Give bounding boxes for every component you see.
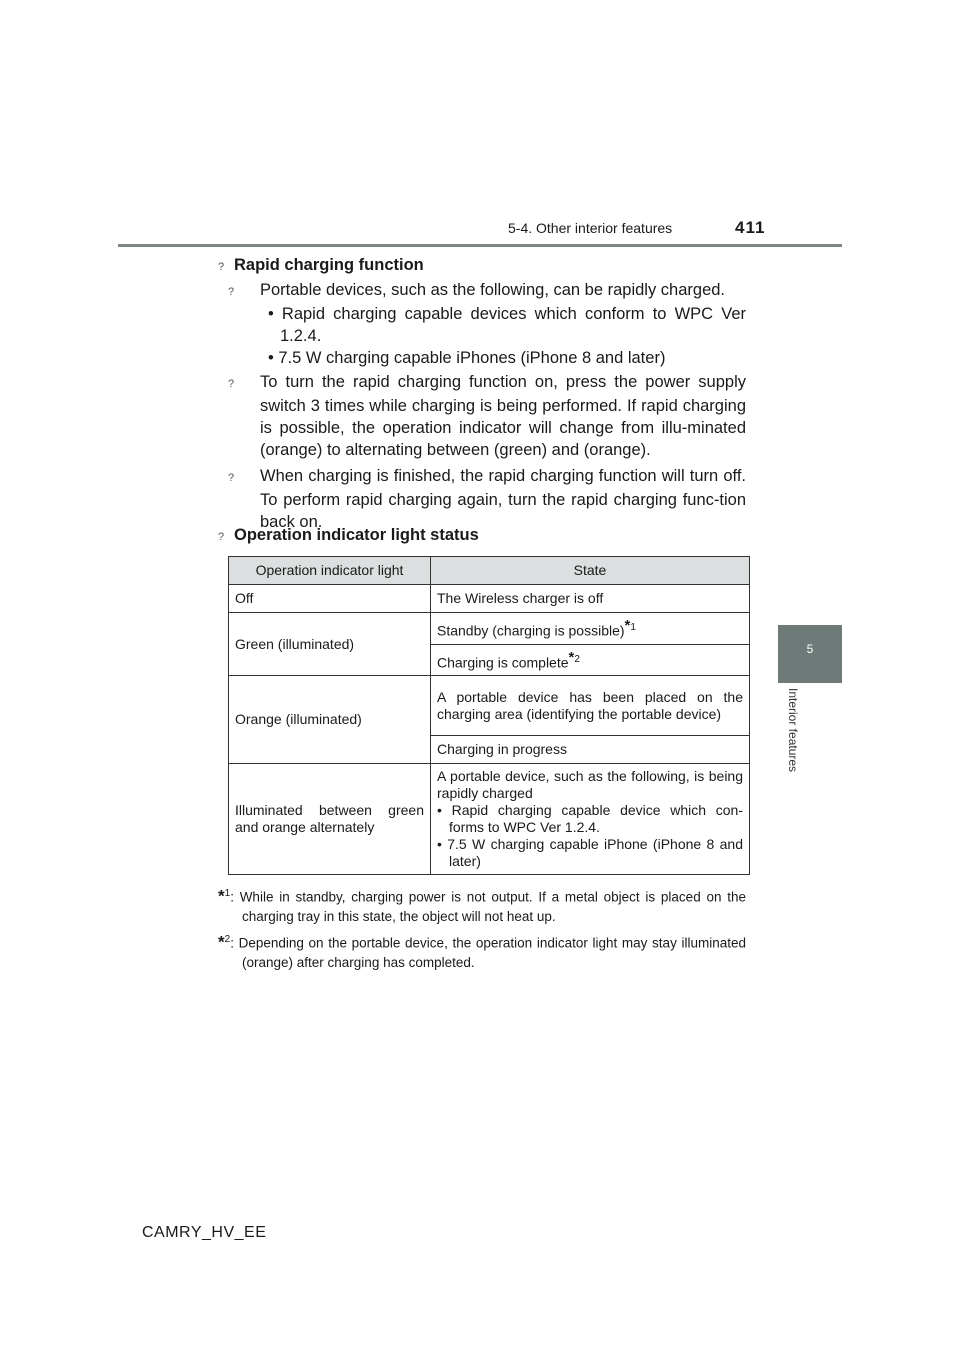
asterisk-icon: * xyxy=(218,932,225,952)
chapter-label xyxy=(778,688,808,798)
footnote-ref: *2 xyxy=(568,648,580,666)
table-row xyxy=(229,585,750,613)
rapid-para-1: ? Portable devices, such as the following, can be rapidly charged. xyxy=(222,279,746,303)
document-code: CAMRY_HV_EE xyxy=(142,1224,267,1241)
footnote-1: *$^1$: While in standby, charging power is not output. If a metal object is placed on the charging tray in this state, the object will not heat up. xyxy=(218,886,746,924)
cell-light: Off xyxy=(229,585,431,613)
page-number: 411 xyxy=(735,218,766,237)
rapid-para-3: ? When charging is finished, the rapid charging function will turn off. To perform rapid charging again, turn the rapid charging func-tion back on. xyxy=(228,467,746,531)
rapid-charging-section xyxy=(218,254,746,533)
cell-state: The Wireless charger is off xyxy=(431,585,750,613)
header-divider xyxy=(118,244,842,247)
rapid-para-2: ? To turn the rapid charging function on, press the power supply switch 3 times while charging is being performed. If rapid charging is possible, the operation indicator will change from illu-minated (orange) to alternating between (green) and (orange). xyxy=(228,373,746,459)
bullet-marker-icon: ? xyxy=(228,472,235,484)
cell-state: Charging is complete$^{*2}$ xyxy=(431,644,750,676)
bullet-marker-icon: ? xyxy=(228,378,235,390)
asterisk-icon: * xyxy=(218,886,225,906)
header-section-title: 5-4. Other interior features xyxy=(508,220,673,236)
status-title: Operation indicator light status xyxy=(234,526,479,544)
section-marker-icon: ? xyxy=(218,261,225,273)
table-row xyxy=(229,764,750,875)
table-header-row xyxy=(229,557,750,585)
col-header-state: State xyxy=(431,557,750,585)
status-table xyxy=(228,556,750,875)
rapid-bullet-1: • Rapid charging capable devices which conform to WPC Ver 1.2.4. xyxy=(268,305,746,345)
chapter-tab: 5 xyxy=(778,625,842,683)
cell-state: A portable device has been placed on the charging area (identifying the portable device) xyxy=(431,676,750,736)
status-heading xyxy=(218,524,742,548)
table-row xyxy=(229,676,750,736)
cell-state: Standby (charging is possible)$^{*1}$ xyxy=(431,613,750,645)
bullet-marker-icon: ? xyxy=(228,286,235,298)
cell-light: Orange (illuminated) xyxy=(229,676,431,764)
footnote-2: *$^2$: Depending on the portable device, the operation indicator light may stay illuminated (orange) after charging has completed. xyxy=(218,932,746,970)
footnote-ref: *1 xyxy=(624,617,636,634)
cell-light: Green (illuminated) xyxy=(229,613,431,676)
chapter-title: Interior features xyxy=(786,688,800,773)
col-header-light: Operation indicator light xyxy=(229,557,431,585)
cell-state: Charging in progress xyxy=(431,736,750,764)
rapid-bullet-2: • 7.5 W charging capable iPhones (iPhone 8 and later) xyxy=(268,349,666,367)
section-marker-icon: ? xyxy=(218,531,225,543)
cell-state: A portable device, such as the following, is being rapidly charged • Rapid charging capable device which con-forms to WPC Ver 1.2.4. • 7.5 W charging capable iPhone (iPhone 8 and later) xyxy=(431,764,750,875)
rapid-charging-title: Rapid charging function xyxy=(234,256,424,274)
cell-light: Illuminated between green and orange alternately xyxy=(229,764,431,875)
table-row xyxy=(229,613,750,645)
